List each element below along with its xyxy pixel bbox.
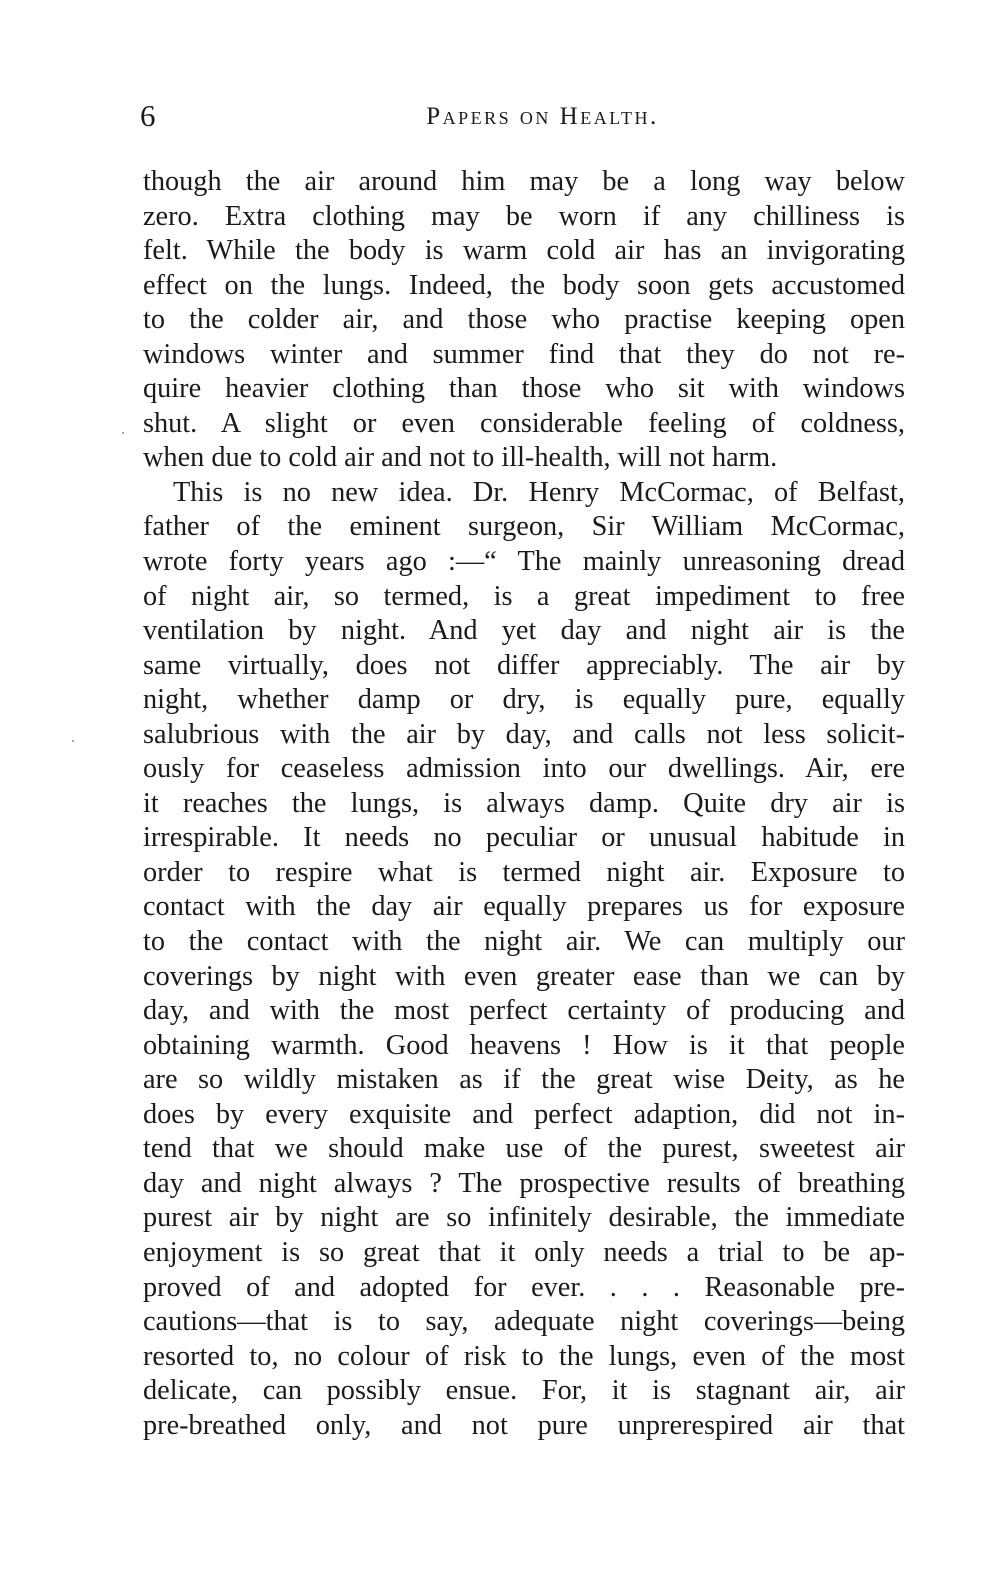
text-line: felt. While the body is warm cold air has an invigorating	[143, 235, 905, 267]
text-line: shut. A slight or even considerable feeling of coldness,	[143, 407, 905, 439]
text-line: day and night always ? The prospective results of breathing	[143, 1167, 905, 1199]
margin-speck	[72, 740, 74, 742]
text-line: delicate, can possibly ensue. For, it is stagnant air, air	[143, 1375, 905, 1407]
paragraph-1	[143, 165, 905, 476]
page-number: 6	[140, 98, 156, 133]
text-line: resorted to, no colour of risk to the lungs, even of the most	[143, 1340, 905, 1372]
text-line: enjoyment is so great that it only needs a trial to be ap-	[143, 1236, 905, 1268]
text-line: wrote forty years ago :—“ The mainly unreasoning dread	[143, 546, 905, 578]
text-line: obtaining warmth. Good heavens ! How is it that people	[143, 1029, 905, 1061]
text-line: it reaches the lungs, is always damp. Quite dry air is	[143, 787, 905, 819]
text-line: when due to cold air and not to ill-health, will not harm.	[143, 442, 778, 474]
text-line: ously for ceaseless admission into our dwellings. Air, ere	[143, 753, 905, 785]
text-line: same virtually, does not differ appreciably. The air by	[143, 649, 905, 681]
text-line: pre-breathed only, and not pure unprerespired air that	[143, 1409, 905, 1441]
text-line: of night air, so termed, is a great impediment to free	[143, 580, 905, 612]
text-line: quire heavier clothing than those who sit with windows	[143, 373, 905, 405]
text-line: effect on the lungs. Indeed, the body soon gets accustomed	[143, 269, 905, 301]
text-line: father of the eminent surgeon, Sir William McCormac,	[143, 511, 905, 543]
text-line: are so wildly mistaken as if the great wise Deity, as he	[143, 1064, 905, 1096]
text-line: to the contact with the night air. We can multiply our	[143, 926, 905, 958]
text-line: to the colder air, and those who practise keeping open	[143, 304, 905, 336]
text-line: contact with the day air equally prepares us for exposure	[143, 891, 905, 923]
text-line: windows winter and summer find that they do not re-	[143, 338, 905, 370]
text-line: purest air by night are so infinitely desirable, the immediate	[143, 1202, 905, 1234]
text-line: night, whether damp or dry, is equally pure, equally	[143, 684, 905, 716]
text-line: cautions—that is to say, adequate night coverings—being	[143, 1306, 905, 1338]
text-line: though the air around him may be a long way below	[143, 166, 905, 197]
running-head: Papers on Health.	[426, 103, 659, 130]
text-line: proved of and adopted for ever. . . . Reasonable pre-	[143, 1271, 905, 1303]
text-line: irrespirable. It needs no peculiar or unusual habitude in	[143, 822, 905, 854]
text-line: coverings by night with even greater ease than we can by	[143, 960, 905, 992]
text-line: does by every exquisite and perfect adaption, did not in-	[143, 1098, 905, 1130]
text-line: tend that we should make use of the purest, sweetest air	[143, 1133, 905, 1165]
page-header	[140, 96, 905, 140]
text-line: salubrious with the air by day, and calls not less solicit-	[143, 718, 905, 750]
text-line: order to respire what is termed night air. Exposure to	[143, 856, 905, 888]
text-line: ventilation by night. And yet day and night air is the	[143, 615, 905, 647]
paragraph-2	[143, 476, 905, 1443]
text-line: zero. Extra clothing may be worn if any chilliness is	[143, 200, 905, 232]
body-text	[143, 165, 905, 1443]
margin-speck	[122, 432, 124, 434]
text-line: This is no new idea. Dr. Henry McCormac, of Belfast,	[173, 476, 905, 508]
text-line: day, and with the most perfect certainty of producing and	[143, 995, 905, 1027]
